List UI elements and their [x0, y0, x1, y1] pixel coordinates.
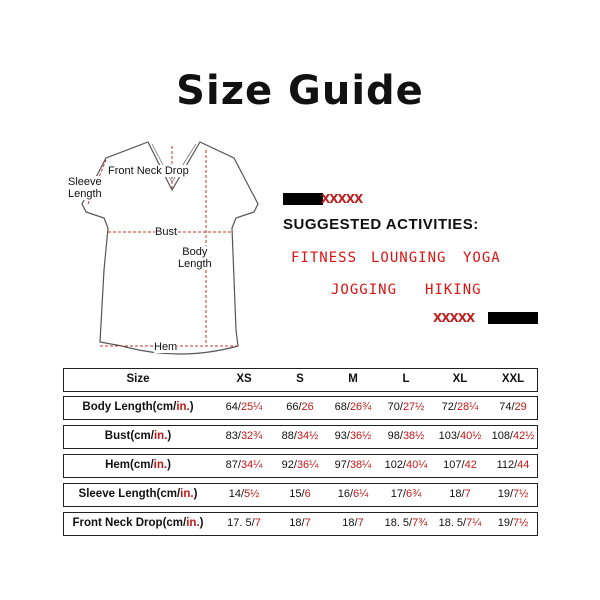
- decorative-marks-bottom: XXXXX: [433, 311, 475, 325]
- table-row-bust: [63, 425, 538, 449]
- activity-lounging: LOUNGING: [371, 250, 447, 266]
- table-cell: 102/40¼: [384, 459, 428, 471]
- size-m-header: M: [348, 373, 358, 385]
- table-cell: 97/38¼: [334, 459, 372, 471]
- table-cell: 18. 5/7¾: [384, 517, 428, 529]
- row-label: Body Length(cm/in.): [82, 401, 194, 413]
- table-cell: 18/7: [289, 517, 311, 529]
- table-cell: 88/34½: [281, 430, 319, 442]
- table-cell: 98/38½: [387, 430, 425, 442]
- table-cell: 17. 5/7: [227, 517, 261, 529]
- activities-title: SUGGESTED ACTIVITIES:: [283, 216, 479, 233]
- decorative-bar-bottom: [488, 312, 538, 324]
- table-cell: 93/36½: [334, 430, 372, 442]
- table-cell: 103/40½: [438, 430, 482, 442]
- size-l-header: L: [402, 373, 410, 385]
- hem-label: Hem: [154, 341, 178, 353]
- table-cell: 72/28¼: [441, 401, 479, 413]
- activity-jogging: JOGGING: [331, 282, 398, 298]
- table-cell: 70/27½: [387, 401, 425, 413]
- table-row-sleeve-length: [63, 483, 538, 507]
- bust-label: Bust: [155, 226, 178, 238]
- row-label: Hem(cm/in.): [105, 459, 171, 471]
- row-label: Front Neck Drop(cm/in.): [72, 517, 204, 529]
- decorative-bar-top: [283, 193, 323, 205]
- table-cell: 16/6¼: [337, 488, 369, 500]
- size-s-header: S: [296, 373, 304, 385]
- page-title: Size Guide: [176, 68, 424, 114]
- table-cell: 112/44: [496, 459, 530, 471]
- table-cell: 18/7: [342, 517, 364, 529]
- table-cell: 18. 5/7¼: [438, 517, 482, 529]
- table-cell: 83/32¾: [225, 430, 263, 442]
- decorative-marks-top: XXXXX: [321, 192, 363, 206]
- table-cell: 64/25¼: [225, 401, 263, 413]
- tshirt-diagram: [60, 140, 280, 370]
- table-cell: 87/34¼: [225, 459, 263, 471]
- table-cell: 19/7½: [497, 488, 529, 500]
- table-header-row: [63, 368, 538, 392]
- table-cell: 66/26: [286, 401, 314, 413]
- table-cell: 68/26¾: [334, 401, 372, 413]
- table-row-hem: [63, 454, 538, 478]
- sleeve-length-label: Sleeve Length: [68, 176, 102, 200]
- body-length-label: Body Length: [178, 246, 212, 270]
- size-header: Size: [126, 373, 150, 385]
- activity-hiking: HIKING: [425, 282, 482, 298]
- size-xl-header: XL: [452, 373, 468, 385]
- row-label: Sleeve Length(cm/in.): [78, 488, 198, 500]
- activity-yoga: YOGA: [463, 250, 501, 266]
- table-cell: 108/42½: [491, 430, 535, 442]
- table-cell: 17/6¾: [390, 488, 422, 500]
- table-cell: 19/7½: [497, 517, 529, 529]
- front-neck-drop-label: Front Neck Drop: [108, 165, 189, 177]
- table-cell: 107/42: [443, 459, 477, 471]
- table-row-body-length: [63, 396, 538, 420]
- activity-fitness: FITNESS: [291, 250, 358, 266]
- table-cell: 18/7: [449, 488, 471, 500]
- table-cell: 15/6: [289, 488, 311, 500]
- table-cell: 14/5½: [228, 488, 260, 500]
- row-label: Bust(cm/in.): [104, 430, 172, 442]
- table-cell: 92/36¼: [281, 459, 319, 471]
- size-xs-header: XS: [236, 373, 252, 385]
- size-xxl-header: XXL: [501, 373, 525, 385]
- table-row-front-neck-drop: [63, 512, 538, 536]
- table-cell: 74/29: [499, 401, 527, 413]
